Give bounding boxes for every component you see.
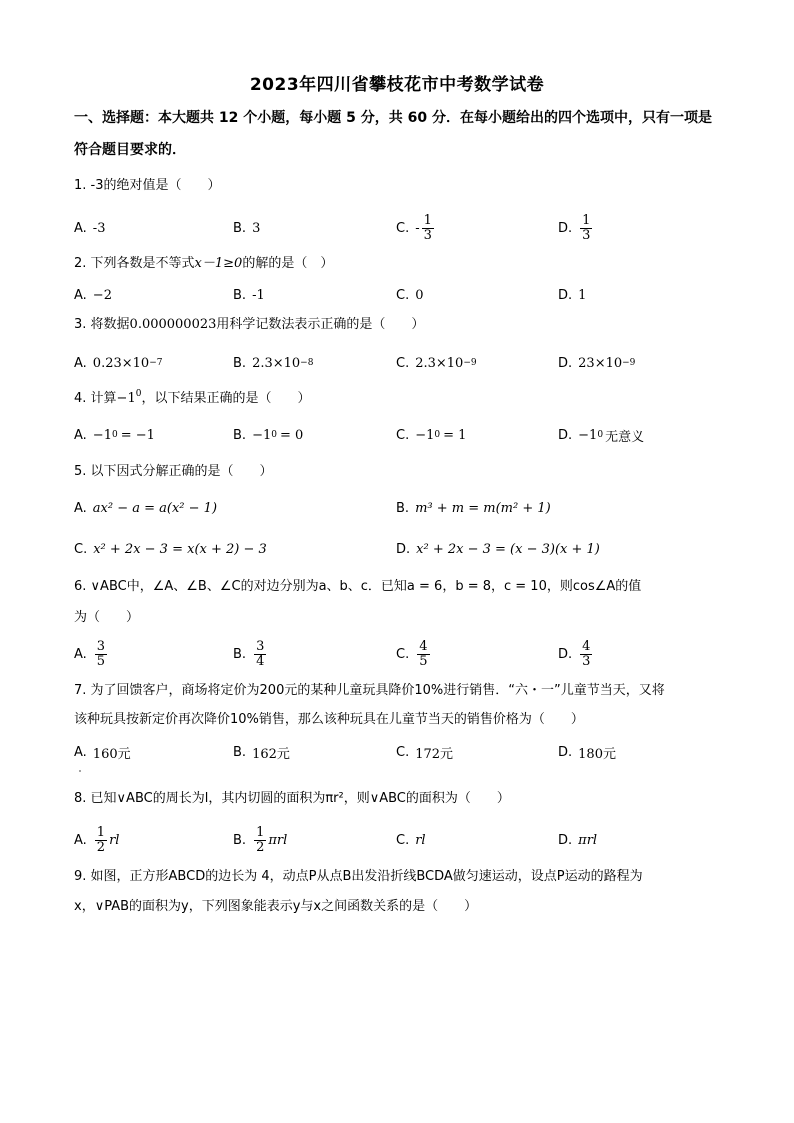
option-a: A. ax² − a = a(x² − 1) xyxy=(74,500,218,516)
option-d: D. 1 xyxy=(558,287,587,303)
option-a: A. −2 xyxy=(74,287,112,303)
option-d: D. $\frac{4}{3}$ xyxy=(558,638,591,669)
option-c: C. 2.3×10 −9 xyxy=(396,355,477,371)
option-b: B. 3 xyxy=(233,220,261,236)
option-a: A. -3 xyxy=(74,220,106,236)
question-2-stem: 2. 下列各数是不等式x－1≥0的解的是（ ） xyxy=(74,256,334,271)
fraction: $\frac{3}{4}$ xyxy=(256,638,265,669)
option-c: C. $\frac{4}{5}$ xyxy=(396,638,428,669)
option-c: C. 172元 xyxy=(396,744,454,762)
question-6-options xyxy=(0,634,794,674)
option-d: D. $\frac{1}{3}$ xyxy=(558,212,591,243)
fraction: $\frac{4}{5}$ xyxy=(419,638,428,669)
question-6-stem-line1: 6. ∨ABC中，∠A、∠B、∠C的对边分别为a、b、c．已知a = 6，b = 8，c = 10，则cos∠A的值 xyxy=(74,579,642,594)
page-title: 2023年四川省攀枝花市中考数学试卷 xyxy=(249,75,545,95)
option-c: C. rl xyxy=(396,832,426,848)
option-b: B. 2.3×10 −8 xyxy=(233,355,314,371)
option-c: C. 0 xyxy=(396,287,424,303)
question-6-stem-line2: 为（ ） xyxy=(74,610,140,625)
option-d: D. πrl xyxy=(558,832,598,848)
stray-dot xyxy=(79,770,81,772)
question-5-stem: 5. 以下因式分解正确的是（ ） xyxy=(74,464,273,479)
option-c: C. x² + 2x − 3 = x(x + 2) − 3 xyxy=(74,541,267,557)
option-b: B. m³ + m = m(m² + 1) xyxy=(396,500,551,516)
fraction: $\frac{4}{3}$ xyxy=(582,638,591,669)
question-7-stem-line1: 7. 为了回馈客户，商场将定价为200元的某种儿童玩具降价10%进行销售．“六・一”儿童节当天，又将 xyxy=(74,683,665,698)
question-2-options xyxy=(0,275,794,315)
option-c: C. - $\frac{1}{3}$ xyxy=(396,212,432,243)
question-9-stem-line2: x，∨PAB的面积为y，下列图象能表示y与x之间函数关系的是（ ） xyxy=(74,899,478,914)
option-b: B. −1 0 = 0 xyxy=(233,427,304,443)
question-4-stem: 4. 计算$-1^0$，以下结果正确的是（ ） xyxy=(74,389,311,406)
option-a: A. $\frac{3}{5}$ xyxy=(74,638,106,669)
fraction: $\frac{1}{2}$ xyxy=(96,824,106,855)
section-heading: 一、选择题：本大题共 12 个小题，每小题 5 分，共 60 分．在每小题给出的四个选项中，只有一项是符合题目要求的． xyxy=(74,110,712,158)
option-d: D. 180元 xyxy=(558,744,616,762)
question-9-stem-line1: 9. 如图，正方形ABCD的边长为 4，动点P从点B出发沿折线BCDA做匀速运动，设点P运动的路程为 xyxy=(74,869,643,884)
fraction: $\frac{1}{2}$ xyxy=(256,824,265,855)
question-5-options-row1 xyxy=(0,488,794,528)
option-a: A. −1 0 = −1 xyxy=(74,427,155,443)
question-5-options-row2 xyxy=(0,529,794,569)
question-4-options xyxy=(0,415,794,455)
option-a: A. 160元 xyxy=(74,744,131,762)
option-a: A. $\frac{1}{2}$ rl xyxy=(74,824,120,855)
option-d: D. x² + 2x − 3 = (x − 3)(x + 1) xyxy=(396,541,600,557)
question-8-options xyxy=(0,820,794,860)
question-8-stem: 8. 已知∨ABC的周长为l，其内切圆的面积为πr²，则∨ABC的面积为（ ） xyxy=(74,791,510,806)
option-b: B. $\frac{3}{4}$ xyxy=(233,638,265,669)
question-3-stem: 3. 将数据0.000000023用科学记数法表示正确的是（ ） xyxy=(74,317,425,332)
question-7-options xyxy=(0,732,794,772)
fraction: $\frac{1}{3}$ xyxy=(582,212,591,243)
fraction: $\frac{3}{5}$ xyxy=(96,638,106,669)
option-b: B. 162元 xyxy=(233,744,290,762)
question-7-stem-line2: 该种玩具按新定价再次降价10%销售，那么该种玩具在儿童节当天的销售价格为（ ） xyxy=(74,712,584,727)
question-1-options xyxy=(0,208,794,248)
option-a: A. 0.23×10 −7 xyxy=(74,355,163,371)
fraction: $\frac{1}{3}$ xyxy=(423,212,432,243)
question-1-stem: 1. -3的绝对值是（ ） xyxy=(74,178,221,193)
option-d: D. 23×10 −9 xyxy=(558,355,636,371)
option-c: C. −1 0 = 1 xyxy=(396,427,467,443)
option-b: B. -1 xyxy=(233,287,265,303)
option-b: B. $\frac{1}{2}$ πrl xyxy=(233,824,288,855)
question-3-options xyxy=(0,343,794,383)
option-d: D. −1 0 无意义 xyxy=(558,427,645,445)
